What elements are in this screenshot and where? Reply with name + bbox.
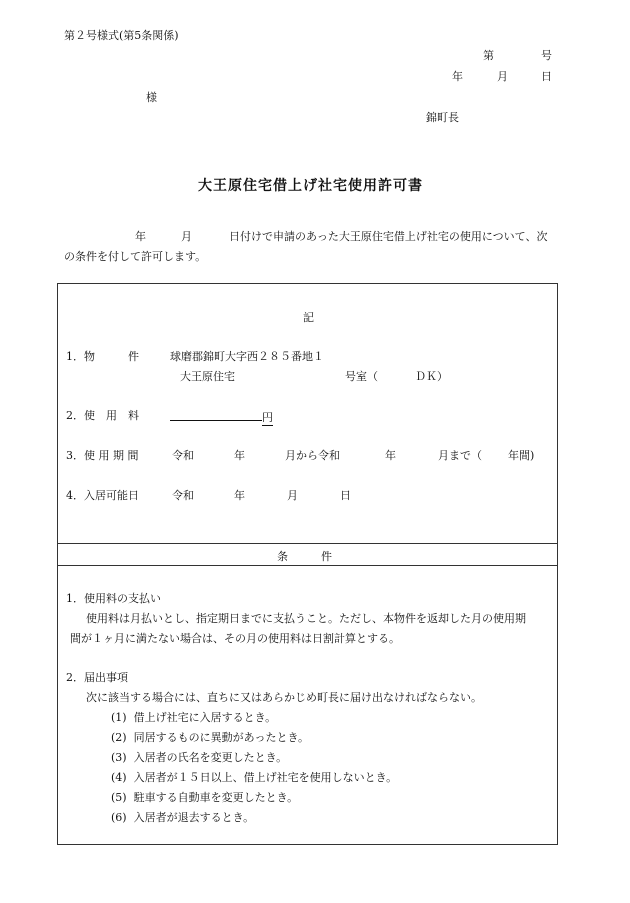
document-no-suffix: 号 <box>541 49 552 62</box>
date-day-label: 日 <box>541 70 552 83</box>
intro-month: 月 <box>181 230 192 243</box>
list-item-number: (2) <box>111 731 127 744</box>
item4-year: 年 <box>234 489 245 502</box>
document-no-prefix: 第 <box>483 49 494 62</box>
item3-reiwa-start: 令和 <box>172 449 194 462</box>
list-item-text: 同居するものに異動があったとき。 <box>133 731 310 744</box>
item3-year-start: 年 <box>234 449 245 462</box>
form-number: 第２号様式(第5条関係) <box>64 29 179 42</box>
document-title: 大王原住宅借上げ社宅使用許可書 <box>198 178 423 194</box>
intro-line1: 日付けで申請のあった大王原住宅借上げ社宅の使用について、次 <box>229 230 548 243</box>
item1-room: 号室（ <box>345 370 378 383</box>
item4-label: 4．入居可能日 <box>66 489 139 502</box>
list-item-number: (5) <box>111 791 127 804</box>
divider-bottom <box>57 565 558 566</box>
item1-building: 大王原住宅 <box>180 370 235 383</box>
intro-line2: の条件を付して許可します。 <box>64 250 207 263</box>
divider-top <box>57 543 558 544</box>
date-month-label: 月 <box>497 70 508 83</box>
condition1-line1: 使用料は月払いとし、指定期日までに支払うこと。ただし、本物件を返却した月の使用期 <box>86 612 526 625</box>
item2-label: 2．使 用 料 <box>66 409 139 422</box>
list-item-text: 借上げ社宅に入居するとき。 <box>133 711 277 724</box>
item3-until: 月まで（ <box>438 449 482 462</box>
condition1-line2: 間が１ヶ月に満たない場合は、その月の使用料は日割計算とする。 <box>70 632 400 645</box>
list-item-text: 入居者が１５日以上、借上げ社宅を使用しないとき。 <box>133 771 398 784</box>
list-item-number: (1) <box>111 711 127 724</box>
item4-day: 日 <box>340 489 351 502</box>
date-year-label: 年 <box>452 70 463 83</box>
list-item-text: 駐車する自動車を変更したとき。 <box>133 791 299 804</box>
list-item <box>111 809 254 825</box>
list-item-number: (4) <box>111 771 127 784</box>
ki-heading: 記 <box>303 311 314 324</box>
intro-year: 年 <box>135 230 146 243</box>
item1-address: 球磨郡錦町大字西２８５番地１ <box>170 350 324 363</box>
list-item <box>111 729 309 745</box>
list-item-number: (6) <box>111 811 127 824</box>
fee-field <box>170 407 273 426</box>
list-item-text: 入居者の氏名を変更したとき。 <box>133 751 288 764</box>
list-item-text: 入居者が退去するとき。 <box>133 811 255 824</box>
condition2-title: 2．届出事項 <box>66 671 128 684</box>
item4-month: 月 <box>287 489 298 502</box>
list-item-number: (3) <box>111 751 127 764</box>
item3-label: 3．使 用 期 間 <box>66 449 139 462</box>
list-item <box>111 709 276 725</box>
item4-reiwa: 令和 <box>172 489 194 502</box>
issuer-mayor: 錦町長 <box>426 111 459 124</box>
recipient-honorific: 様 <box>146 91 157 104</box>
list-item <box>111 749 287 765</box>
list-item <box>111 789 298 805</box>
condition2-intro: 次に該当する場合には、直ちに又はあらかじめ町長に届け出なければならない。 <box>86 691 482 704</box>
conditions-heading: 条 件 <box>277 550 332 563</box>
item3-from: 月から令和 <box>285 449 340 462</box>
item1-label: 1．物 件 <box>66 350 139 363</box>
item3-year-end: 年 <box>385 449 396 462</box>
list-item <box>111 769 397 785</box>
item3-years: 年間) <box>508 449 535 462</box>
item1-dk: ＤＫ） <box>415 370 448 383</box>
fee-yen: 円 <box>262 411 273 424</box>
condition1-title: 1．使用料の支払い <box>66 592 161 605</box>
